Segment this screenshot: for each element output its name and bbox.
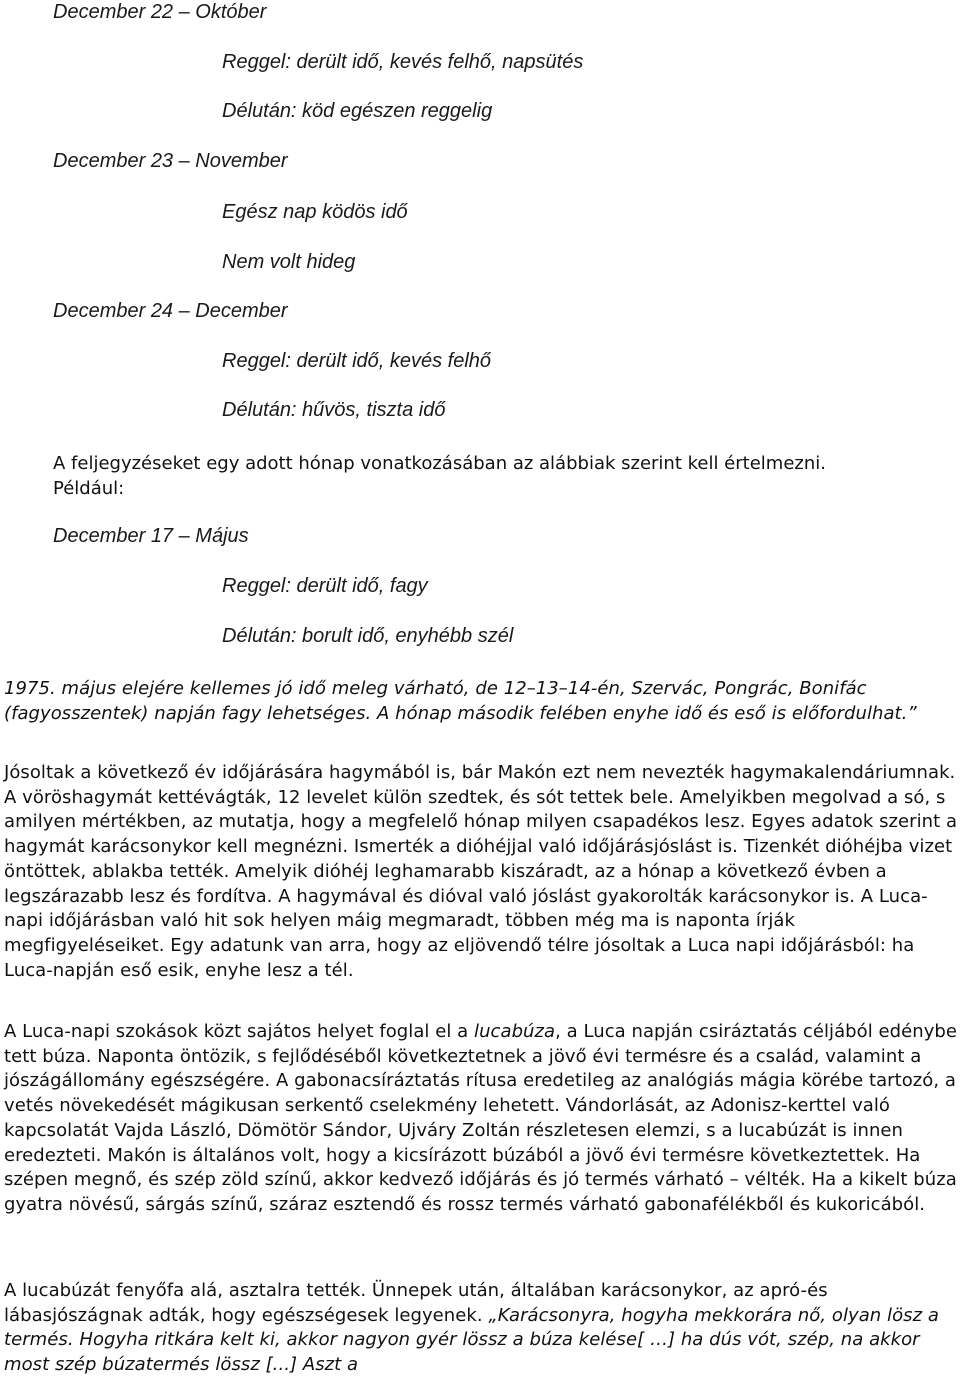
log-month-heading: December 23 – November — [53, 150, 288, 172]
last-paragraph-text: A lucabúzát fenyőfa alá, asztalra tették. Ünnepek után, általában karácsonykor, az apró-és lábasjószágnak adták, hogy egészségesek legyenek. — [4, 1280, 828, 1326]
lucabuza-term: lucabúza — [474, 1021, 556, 1042]
forecast-quote: 1975. május elejére kellemes jó idő meleg várható, de 12–13–14-én, Szervác, Pongrác, Bonifác (fagyosszentek) napján fagy lehetséges. A hónap második felében enyhe idő és eső is előfordulhat.” — [4, 678, 917, 724]
log-entry: Délután: hűvös, tiszta idő — [222, 399, 446, 421]
log-entry: Reggel: derült idő, kevés felhő — [222, 350, 492, 372]
log-entry: Nem volt hideg — [222, 251, 356, 273]
example-entry: Reggel: derült idő, fagy — [222, 575, 428, 597]
log-entry: Reggel: derült idő, kevés felhő, napsütés — [222, 51, 584, 73]
example-month-heading: December 17 – Május — [53, 525, 249, 547]
log-month-heading: December 22 – Október — [53, 1, 267, 23]
onion-paragraph: Jósoltak a következő év időjárására hagymából is, bár Makón ezt nem nevezték hagymakalendáriumnak. A vöröshagymát kettévágták, 12 levelet külön szedtek, és sót tettek bele. Amelyikben megolvad a só, s amilyen mértékben, az mutatja, hogy a megfelelő hónap milyen csapadékos lesz. Egyes adatok szerint a hagymát karácsonykor kell megnézni. Ismerték a dióhéjjal való időjárásjóslást is. Tizenkét dióhéjba vizet öntöttek, ablakba tették. Amelyik dióhéj leghamarabb kiszáradt, az a hónap a következő évben a legszárazabb lesz és fordítva. A hagymával és dióval való jóslást gyakorolták karácsonykor is. A Luca-napi időjárásban való hit sok helyen máig megmaradt, többen még ma is naponta írják megfigyeléseiket. Egy adatunk van arra, hogy az eljövendő télre jósoltak a Luca napi időjárásból: ha Luca-napján eső esik, enyhe lesz a tél. — [4, 762, 958, 981]
dialect-quote: „Karácsonyra, hogyha mekkorára nő, olyan lösz a termés. Hogyha ritkára kelt ki, akkor nagyon gyér lössz a búza kelése[ …] ha dús vót, szép, na akkor most szép búzatermés lössz [...] Aszt a — [4, 1304, 939, 1376]
lucabuza-text-start: A Luca-napi szokások közt sajátos helyet foglal el a — [4, 1021, 475, 1042]
lucabuza-paragraph — [4, 1020, 958, 1218]
log-entry: Egész nap ködös idő — [222, 201, 408, 223]
lucabuza-text-rest: , a Luca napján csiráztatás céljából edénybe tett búza. Naponta öntözik, s fejlődéséből következtetnek a jövő évi termésre és a család, valamint a jószágállomány egészségére. A gabonacsíráztatás rítusa eredetileg az analógiás mágia körébe tartozó, a vetés növekedését mágikusan serkentő cselekmény lehetett. Vándorlását, az Adonisz-kerttel való kapcsolatát Vajda László, Dömötör Sándor, Ujváry Zoltán részletesen elemzi, s a lucabúzát is innen eredezteti. Makón is általános volt, hogy a kicsírázott búzából a jövő évi termésre következtettek. Ha szépen megnő, és szép zöld színű, akkor kedvező időjárás és jó termés várható – vélték. Ha a kikelt búza gyatra növésű, sárgás színű, száraz esztendő és rossz termés várható gabonafélékből és kukoricából. — [4, 1021, 958, 1215]
log-entry: Délután: köd egészen reggelig — [222, 100, 493, 122]
intro-paragraph: A feljegyzéseket egy adott hónap vonatkozásában az alábbiak szerint kell értelmezni. Például: — [53, 453, 826, 499]
log-month-heading: December 24 – December — [53, 300, 288, 322]
last-paragraph — [4, 1279, 958, 1378]
example-entry: Délután: borult idő, enyhébb szél — [222, 625, 514, 647]
